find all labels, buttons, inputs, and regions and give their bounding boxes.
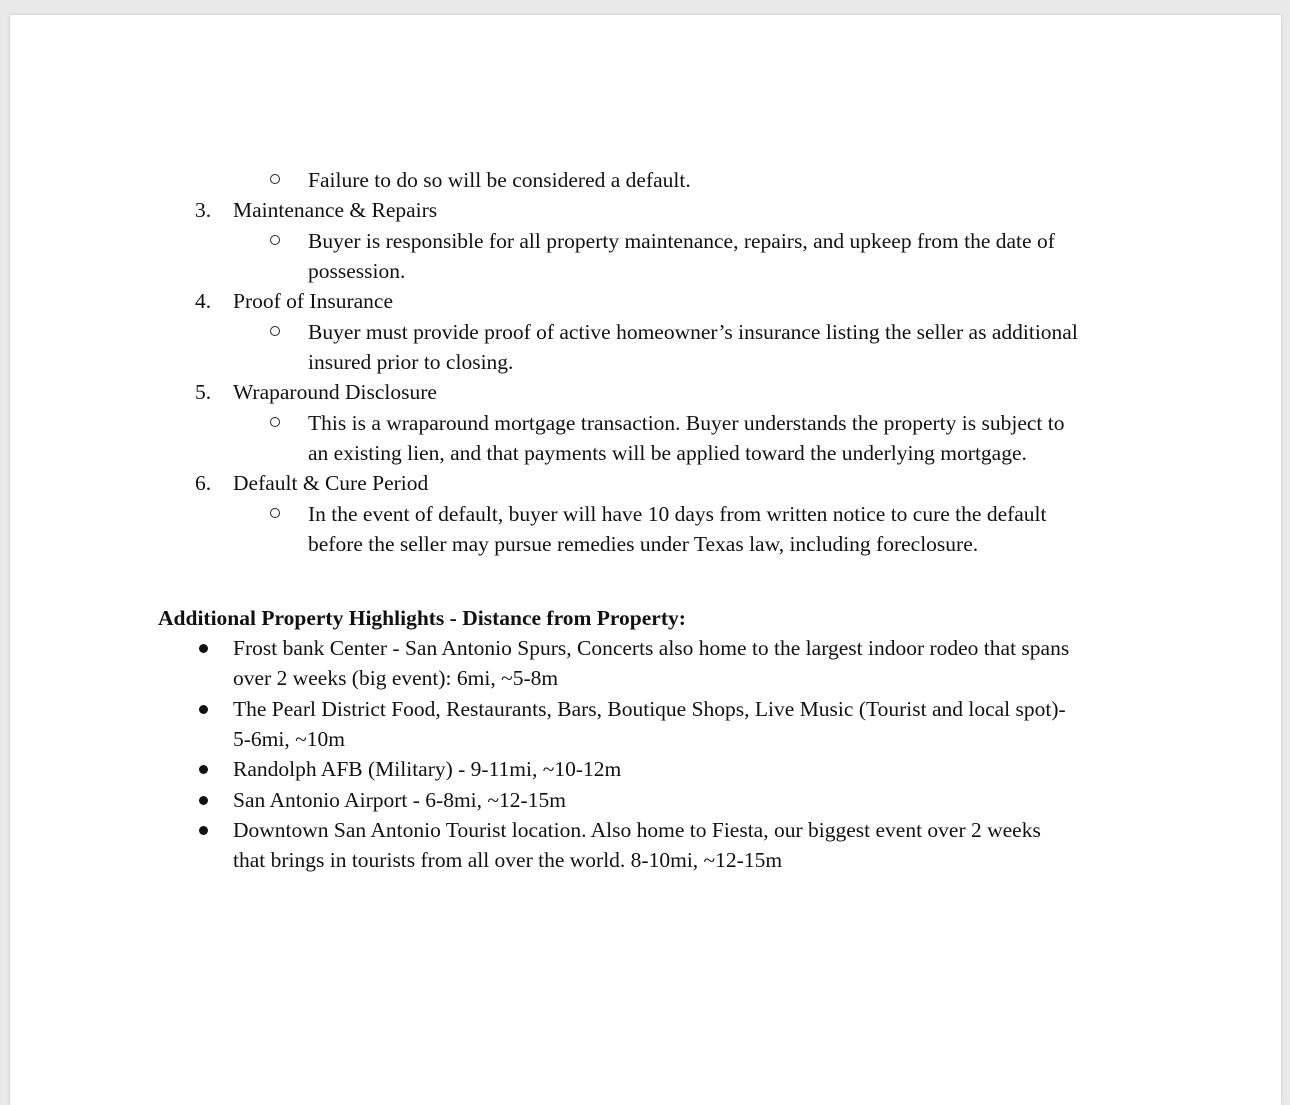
item4-sub-line2: insured prior to closing. xyxy=(308,350,514,374)
highlight-5-line1: Downtown San Antonio Tourist location. Also home to Fiesta, our biggest event over 2 weeks xyxy=(233,818,1041,842)
item5-title: Wraparound Disclosure xyxy=(233,380,437,404)
item3-number: 3. xyxy=(195,198,212,222)
hollow-bullet-icon xyxy=(270,174,280,184)
highlights-heading: Additional Property Highlights - Distance from Property: xyxy=(158,606,686,630)
highlight-3: Randolph AFB (Military) - 9-11mi, ~10-12m xyxy=(233,757,622,781)
highlight-1-line1: Frost bank Center - San Antonio Spurs, Concerts also home to the largest indoor rodeo that spans xyxy=(233,636,1070,660)
bullet-icon xyxy=(199,644,208,653)
bullet-icon xyxy=(199,705,208,714)
hollow-bullet-icon xyxy=(270,508,280,518)
item6-number: 6. xyxy=(195,471,212,495)
highlight-4: San Antonio Airport - 6-8mi, ~12-15m xyxy=(233,788,566,812)
bullet-icon xyxy=(199,796,208,805)
item6-sub-line2: before the seller may pursue remedies under Texas law, including foreclosure. xyxy=(308,532,979,556)
item4-number: 4. xyxy=(195,289,212,313)
item3-sub-line2: possession. xyxy=(308,259,406,283)
highlight-5-line2: that brings in tourists from all over the world. 8-10mi, ~12-15m xyxy=(233,848,783,872)
highlight-1-line2: over 2 weeks (big event): 6mi, ~5-8m xyxy=(233,666,559,690)
item6-title: Default & Cure Period xyxy=(233,471,429,495)
item6-sub-line1: In the event of default, buyer will have 10 days from written notice to cure the default xyxy=(308,502,1047,526)
bullet-icon xyxy=(199,826,208,835)
item5-number: 5. xyxy=(195,380,212,404)
document-page xyxy=(10,15,1281,1105)
item5-sub-line2: an existing lien, and that payments will be applied toward the underlying mortgage. xyxy=(308,441,1027,465)
bullet-icon xyxy=(199,765,208,774)
highlight-2-line2: 5-6mi, ~10m xyxy=(233,727,345,751)
item4-sub-line1: Buyer must provide proof of active homeowner’s insurance listing the seller as additional xyxy=(308,320,1078,344)
highlight-2-line1: The Pearl District Food, Restaurants, Bars, Boutique Shops, Live Music (Tourist and local spot)- xyxy=(233,697,1066,721)
hollow-bullet-icon xyxy=(270,417,280,427)
item3-title: Maintenance & Repairs xyxy=(233,198,438,222)
item3-sub-line1: Buyer is responsible for all property maintenance, repairs, and upkeep from the date of xyxy=(308,229,1055,253)
item5-sub-line1: This is a wraparound mortgage transaction. Buyer understands the property is subject to xyxy=(308,411,1065,435)
item4-title: Proof of Insurance xyxy=(233,289,394,313)
hollow-bullet-icon xyxy=(270,235,280,245)
hollow-bullet-icon xyxy=(270,326,280,336)
item2-sub-text: Failure to do so will be considered a default. xyxy=(308,168,691,192)
